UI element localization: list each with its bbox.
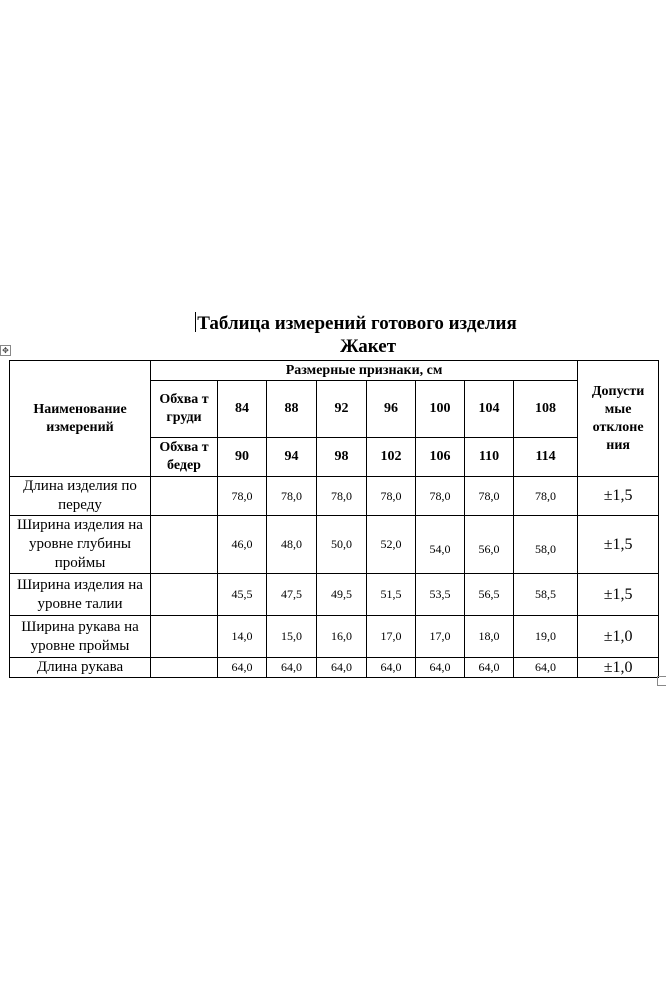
size-group-header: Размерные признаки, см: [151, 361, 578, 381]
value-cell: 47,5: [267, 574, 317, 616]
tolerance-cell: ±1,5: [578, 516, 659, 574]
tolerance-header: Допусти мые отклоне ния: [578, 361, 659, 477]
value-cell: 64,0: [465, 658, 514, 678]
value-cell: 64,0: [367, 658, 416, 678]
value-cell: 19,0: [514, 616, 578, 658]
value-cell: 50,0: [317, 516, 367, 574]
hip-size: 94: [267, 438, 317, 477]
chest-size: 84: [218, 381, 267, 438]
measurement-name: Ширина изделия на уровне талии: [10, 574, 151, 616]
document-title: [0, 312, 666, 335]
value-cell: 78,0: [514, 477, 578, 516]
hip-size: 98: [317, 438, 367, 477]
value-cell: 17,0: [367, 616, 416, 658]
hip-size: 114: [514, 438, 578, 477]
measurement-name: Длина изделия по переду: [10, 477, 151, 516]
empty-cell: [151, 574, 218, 616]
table-row: [10, 477, 659, 516]
table-row: [10, 616, 659, 658]
value-cell: 64,0: [317, 658, 367, 678]
chest-size: 92: [317, 381, 367, 438]
value-cell: 78,0: [416, 477, 465, 516]
value-cell: 48,0: [267, 516, 317, 574]
measurement-name: Ширина рукава на уровне проймы: [10, 616, 151, 658]
value-cell: 64,0: [267, 658, 317, 678]
document-subtitle: Жакет: [339, 336, 397, 357]
tolerance-cell: ±1,0: [578, 658, 659, 678]
value-cell: 52,0: [367, 516, 416, 574]
value-cell: 15,0: [267, 616, 317, 658]
measurements-table: [9, 360, 659, 678]
value-cell: 78,0: [367, 477, 416, 516]
value-cell: 45,5: [218, 574, 267, 616]
table-row: [10, 516, 659, 574]
value-cell: 64,0: [416, 658, 465, 678]
table-move-handle-icon[interactable]: ✥: [0, 345, 11, 356]
hip-size: 102: [367, 438, 416, 477]
value-cell: 78,0: [465, 477, 514, 516]
table-row: [10, 658, 659, 678]
hip-size: 90: [218, 438, 267, 477]
value-cell: 18,0: [465, 616, 514, 658]
value-cell: 51,5: [367, 574, 416, 616]
value-cell: 14,0: [218, 616, 267, 658]
document-title-text: Таблица измерений готового изделия: [197, 313, 517, 334]
value-cell: [465, 516, 514, 574]
chest-size: 88: [267, 381, 317, 438]
hip-size: 110: [465, 438, 514, 477]
tolerance-cell: ±1,5: [578, 477, 659, 516]
chest-size: 108: [514, 381, 578, 438]
value-cell: 78,0: [218, 477, 267, 516]
chest-size: 104: [465, 381, 514, 438]
value-cell: 78,0: [317, 477, 367, 516]
chest-size: 100: [416, 381, 465, 438]
hip-label: Обхва т бедер: [151, 438, 218, 477]
value-cell: 56,5: [465, 574, 514, 616]
value-text: 54,0: [429, 542, 451, 556]
empty-cell: [151, 516, 218, 574]
tolerance-cell: ±1,5: [578, 574, 659, 616]
value-cell: 16,0: [317, 616, 367, 658]
value-cell: [416, 516, 465, 574]
empty-cell: [151, 616, 218, 658]
measurement-name: Длина рукава: [10, 658, 151, 678]
table-resize-handle[interactable]: [657, 676, 666, 686]
measurement-name: Ширина изделия на уровне глубины проймы: [10, 516, 151, 574]
title-block: [0, 312, 666, 358]
value-cell: 53,5: [416, 574, 465, 616]
value-text: 56,0: [478, 542, 500, 556]
chest-size: 96: [367, 381, 416, 438]
hip-size: 106: [416, 438, 465, 477]
empty-cell: [151, 477, 218, 516]
value-cell: 78,0: [267, 477, 317, 516]
value-cell: 46,0: [218, 516, 267, 574]
value-text: 58,0: [535, 542, 557, 556]
tolerance-cell: ±1,0: [578, 616, 659, 658]
value-cell: 64,0: [218, 658, 267, 678]
empty-cell: [151, 658, 218, 678]
value-cell: 49,5: [317, 574, 367, 616]
table-row: [10, 574, 659, 616]
chest-label: Обхва т груди: [151, 381, 218, 438]
value-cell: 64,0: [514, 658, 578, 678]
value-cell: 17,0: [416, 616, 465, 658]
value-cell: [514, 516, 578, 574]
name-header: Наименование измерений: [10, 361, 151, 477]
value-cell: 58,5: [514, 574, 578, 616]
